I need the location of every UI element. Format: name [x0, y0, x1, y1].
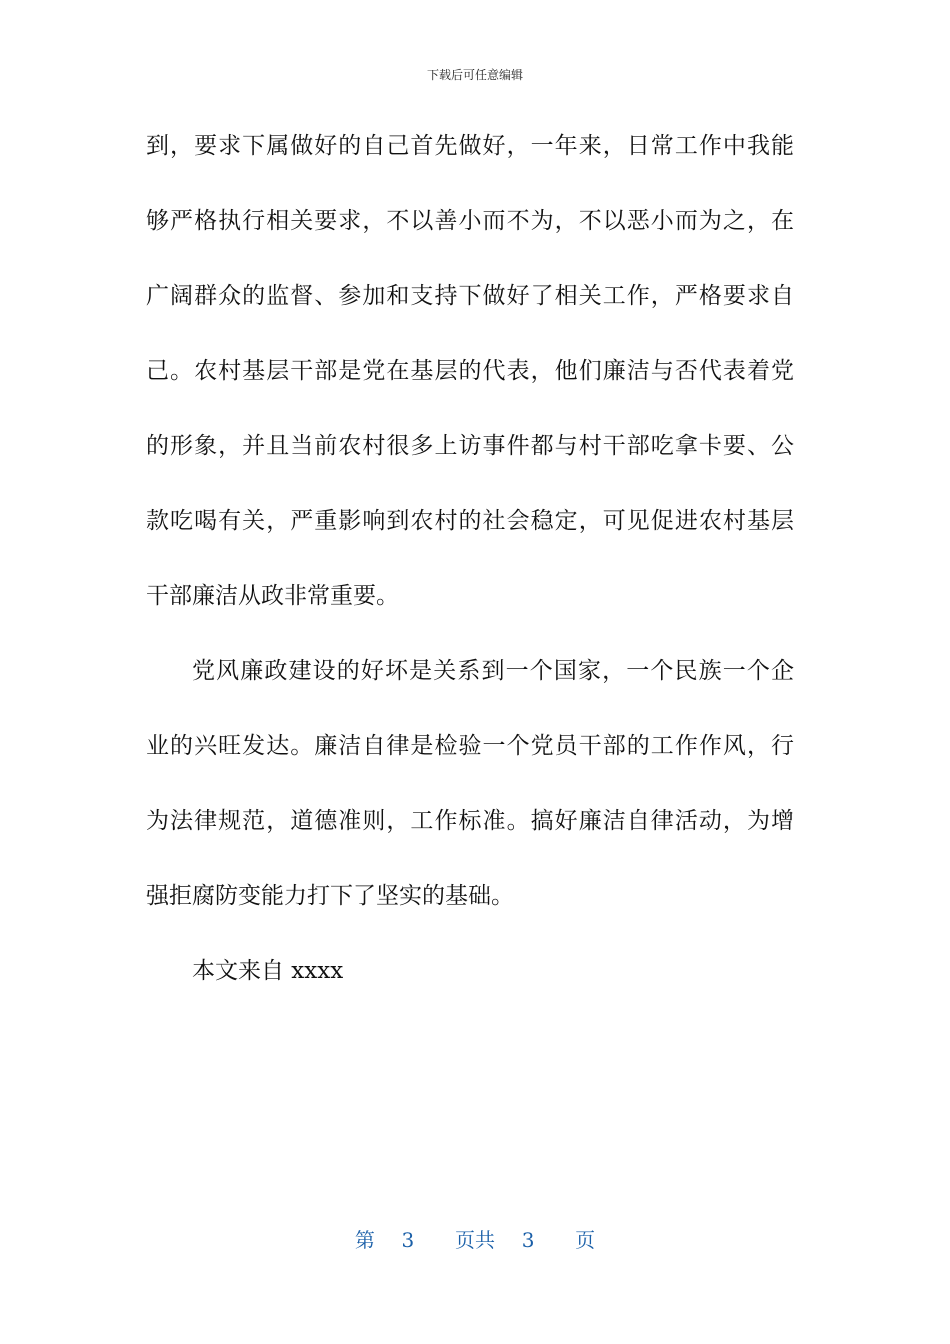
- paragraph: [146, 122, 794, 647]
- footer-prefix: 第: [354, 1228, 375, 1252]
- text-line: 够严格执行相关要求，不以善小而不为，不以恶小而为之，在: [146, 208, 794, 234]
- page-header: 下载后可任意编辑: [426, 68, 523, 82]
- text-line: 的形象，并且当前农村很多上访事件都与村干部吃拿卡要、公: [146, 433, 794, 459]
- footer-middle: 页共: [455, 1228, 495, 1252]
- text-line: 党风廉政建设的好坏是关系到一个国家，一个民族一个企: [192, 658, 794, 684]
- page-footer: [0, 1224, 950, 1253]
- total-pages-number: 3: [521, 1228, 535, 1252]
- source-note: 本文来自 xxxx: [192, 958, 344, 984]
- document-body: [146, 122, 794, 1022]
- text-line: 为法律规范，道德准则，工作标准。搞好廉洁自律活动，为增: [146, 808, 794, 834]
- paragraph: [146, 947, 794, 1022]
- text-line: 己。农村基层干部是党在基层的代表，他们廉洁与否代表着党: [146, 358, 794, 384]
- text-line: 款吃喝有关，严重影响到农村的社会稳定，可见促进农村基层: [146, 508, 794, 534]
- text-line: 到，要求下属做好的自己首先做好，一年来，日常工作中我能: [146, 133, 794, 159]
- text-line: 业的兴旺发达。廉洁自律是检验一个党员干部的工作作风，行: [146, 733, 794, 759]
- paragraph: [146, 647, 794, 947]
- text-line: 广阔群众的监督、参加和支持下做好了相关工作，严格要求自: [146, 283, 794, 309]
- footer-suffix: 页: [575, 1228, 596, 1252]
- current-page-number: 3: [401, 1228, 415, 1252]
- text-line: 干部廉洁从政非常重要。: [146, 583, 399, 609]
- text-line: 强拒腐防变能力打下了坚实的基础。: [146, 883, 514, 909]
